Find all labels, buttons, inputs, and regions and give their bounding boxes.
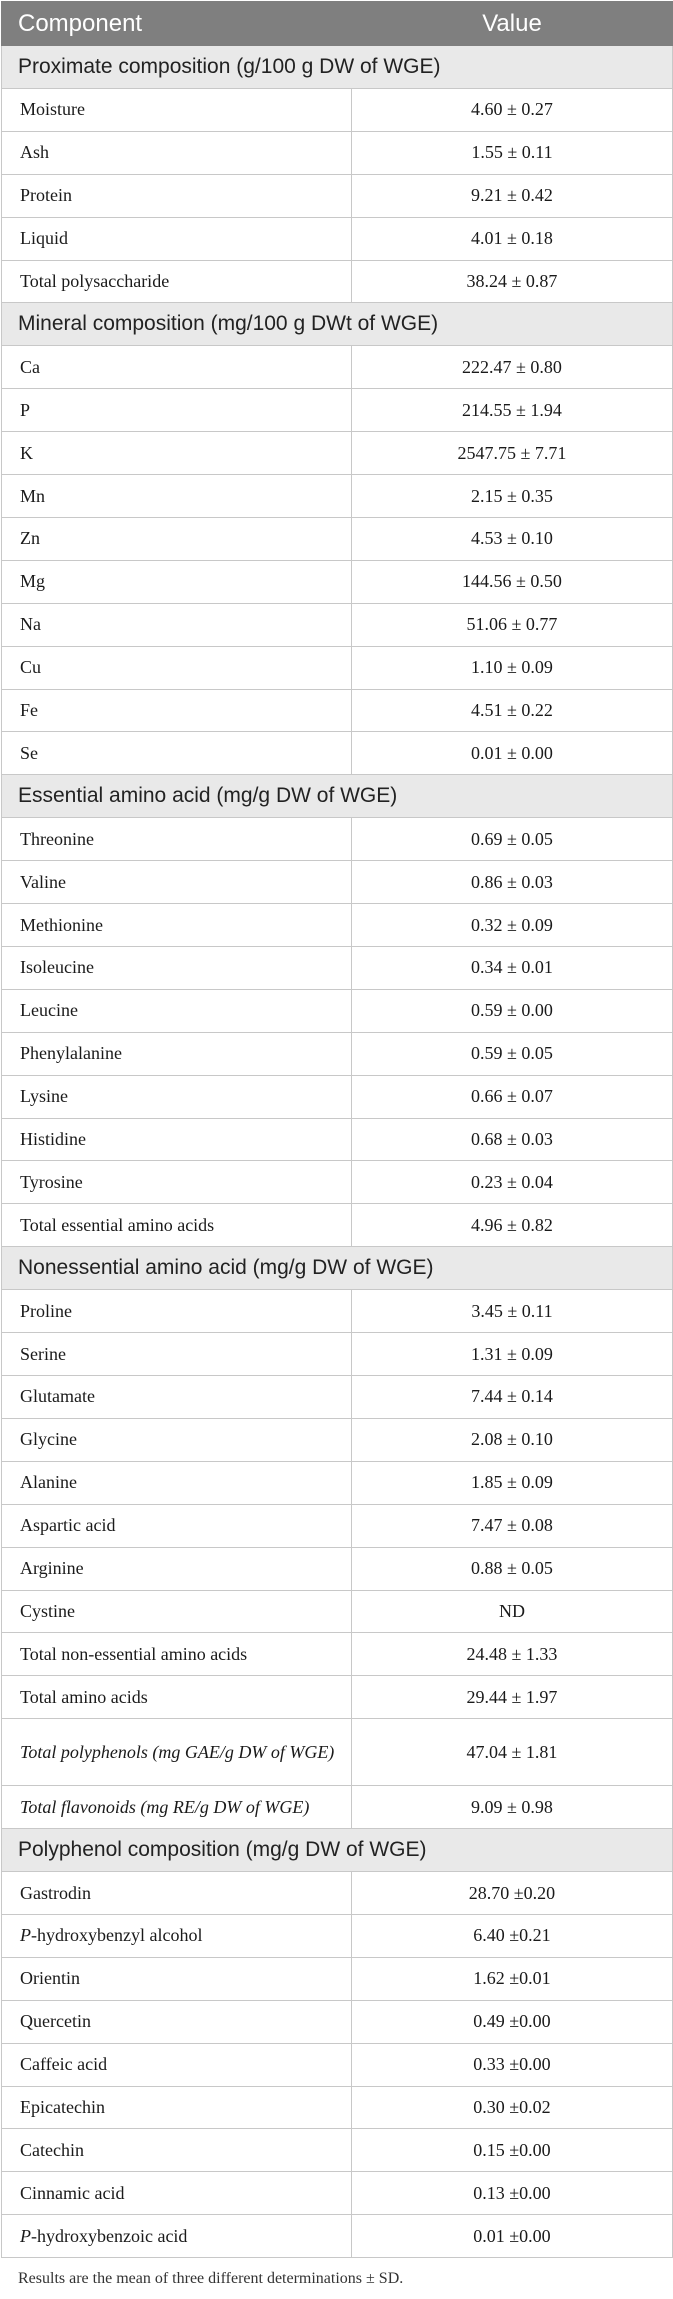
component-cell: Alanine: [2, 1461, 352, 1504]
value-cell: 24.48 ± 1.33: [352, 1633, 673, 1676]
component-cell: Liquid: [2, 217, 352, 260]
component-cell: Cystine: [2, 1590, 352, 1633]
value-cell: 6.40 ±0.21: [352, 1914, 673, 1957]
table-row: [2, 2000, 673, 2043]
component-name: Total flavonoids (mg RE/g DW of WGE): [20, 1796, 310, 1817]
value-cell: 0.15 ±0.00: [352, 2129, 673, 2172]
component-name: -hydroxybenzoic acid: [31, 2225, 188, 2246]
value-cell: 2.15 ± 0.35: [352, 475, 673, 518]
component-cell: Fe: [2, 689, 352, 732]
value-cell: 0.69 ± 0.05: [352, 818, 673, 861]
table-row: [2, 131, 673, 174]
section-header-row: [2, 1829, 673, 1872]
table-row: [2, 732, 673, 775]
value-cell: 51.06 ± 0.77: [352, 603, 673, 646]
component-cell: Zn: [2, 518, 352, 561]
component-cell: Total non-essential amino acids: [2, 1633, 352, 1676]
value-cell: 0.23 ± 0.04: [352, 1161, 673, 1204]
value-cell: 4.96 ± 0.82: [352, 1204, 673, 1247]
table-row: [2, 1161, 673, 1204]
component-cell: Protein: [2, 174, 352, 217]
table-row: [2, 1719, 673, 1786]
table-row: [2, 346, 673, 389]
component-name: Total polyphenols (mg GAE/g DW of WGE): [20, 1741, 335, 1762]
table-row: [2, 1376, 673, 1419]
component-column-header: Component: [2, 2, 352, 46]
composition-table: [1, 1, 673, 2258]
table-row: [2, 260, 673, 303]
table-row: [2, 1333, 673, 1376]
component-cell: Arginine: [2, 1547, 352, 1590]
value-cell: ND: [352, 1590, 673, 1633]
value-cell: 1.55 ± 0.11: [352, 131, 673, 174]
table-footnote: Results are the mean of three different determinations ± SD.: [18, 2270, 404, 2288]
value-cell: 0.01 ± 0.00: [352, 732, 673, 775]
table-row: [2, 818, 673, 861]
component-cell: Tyrosine: [2, 1161, 352, 1204]
component-cell: Histidine: [2, 1118, 352, 1161]
value-cell: 1.62 ±0.01: [352, 1957, 673, 2000]
component-cell: Total essential amino acids: [2, 1204, 352, 1247]
value-cell: 2547.75 ± 7.71: [352, 432, 673, 475]
component-prefix: P: [20, 2225, 31, 2246]
component-cell: Gastrodin: [2, 1872, 352, 1915]
table-row: [2, 1032, 673, 1075]
component-cell: Catechin: [2, 2129, 352, 2172]
value-cell: 0.30 ±0.02: [352, 2086, 673, 2129]
value-cell: 0.01 ±0.00: [352, 2215, 673, 2258]
table-row: [2, 2172, 673, 2215]
table-row: [2, 217, 673, 260]
value-cell: 0.59 ± 0.00: [352, 989, 673, 1032]
value-cell: 47.04 ± 1.81: [352, 1719, 673, 1786]
component-cell: K: [2, 432, 352, 475]
value-cell: 1.85 ± 0.09: [352, 1461, 673, 1504]
value-cell: 29.44 ± 1.97: [352, 1676, 673, 1719]
component-cell: Total polysaccharide: [2, 260, 352, 303]
component-cell: Aspartic acid: [2, 1504, 352, 1547]
section-title: Nonessential amino acid (mg/g DW of WGE): [2, 1247, 673, 1290]
component-cell: Cu: [2, 646, 352, 689]
section-title: Polyphenol composition (mg/g DW of WGE): [2, 1829, 673, 1872]
value-cell: 2.08 ± 0.10: [352, 1418, 673, 1461]
table-row: [2, 861, 673, 904]
table-row: [2, 2043, 673, 2086]
section-header-row: [2, 775, 673, 818]
value-cell: 0.88 ± 0.05: [352, 1547, 673, 1590]
component-cell: Cinnamic acid: [2, 2172, 352, 2215]
value-cell: 3.45 ± 0.11: [352, 1290, 673, 1333]
value-cell: 0.13 ±0.00: [352, 2172, 673, 2215]
section-header-row: [2, 46, 673, 89]
table-row: [2, 1676, 673, 1719]
table-row: [2, 904, 673, 947]
component-cell: Epicatechin: [2, 2086, 352, 2129]
value-cell: 1.10 ± 0.09: [352, 646, 673, 689]
component-cell: Mn: [2, 475, 352, 518]
table-header-row: [2, 2, 673, 46]
component-cell: Quercetin: [2, 2000, 352, 2043]
component-name: -hydroxybenzyl alcohol: [31, 1925, 203, 1946]
table-row: [2, 2086, 673, 2129]
component-cell: Caffeic acid: [2, 2043, 352, 2086]
value-cell: 144.56 ± 0.50: [352, 560, 673, 603]
table-row: [2, 2215, 673, 2258]
table-row: [2, 1290, 673, 1333]
table-row: [2, 1204, 673, 1247]
table-row: [2, 174, 673, 217]
table-row: [2, 432, 673, 475]
component-cell: Se: [2, 732, 352, 775]
table-row: [2, 603, 673, 646]
component-cell: Na: [2, 603, 352, 646]
value-cell: 4.51 ± 0.22: [352, 689, 673, 732]
table-row: [2, 2129, 673, 2172]
section-header-row: [2, 303, 673, 346]
value-cell: 0.49 ±0.00: [352, 2000, 673, 2043]
table-body: [2, 46, 673, 2258]
component-cell: Isoleucine: [2, 947, 352, 990]
table-row: [2, 1633, 673, 1676]
value-cell: 0.34 ± 0.01: [352, 947, 673, 990]
value-cell: 4.60 ± 0.27: [352, 89, 673, 132]
value-cell: 28.70 ±0.20: [352, 1872, 673, 1915]
table-row: [2, 475, 673, 518]
component-cell: [2, 1786, 352, 1829]
component-cell: Ash: [2, 131, 352, 174]
value-cell: 9.09 ± 0.98: [352, 1786, 673, 1829]
component-cell: Total amino acids: [2, 1676, 352, 1719]
table-row: [2, 1118, 673, 1161]
table-row: [2, 1786, 673, 1829]
value-cell: 1.31 ± 0.09: [352, 1333, 673, 1376]
component-cell: [2, 1914, 352, 1957]
component-prefix: P: [20, 1925, 31, 1946]
component-cell: Methionine: [2, 904, 352, 947]
table-row: [2, 1872, 673, 1915]
value-cell: 38.24 ± 0.87: [352, 260, 673, 303]
section-title: Mineral composition (mg/100 g DWt of WGE): [2, 303, 673, 346]
table-row: [2, 1547, 673, 1590]
table-row: [2, 1590, 673, 1633]
table-row: [2, 1914, 673, 1957]
value-cell: 222.47 ± 0.80: [352, 346, 673, 389]
section-title: Proximate composition (g/100 g DW of WGE): [2, 46, 673, 89]
table-row: [2, 989, 673, 1032]
value-cell: 0.59 ± 0.05: [352, 1032, 673, 1075]
component-cell: Orientin: [2, 1957, 352, 2000]
table-row: [2, 389, 673, 432]
table-row: [2, 689, 673, 732]
table-row: [2, 560, 673, 603]
component-cell: Proline: [2, 1290, 352, 1333]
component-cell: Ca: [2, 346, 352, 389]
component-cell: Mg: [2, 560, 352, 603]
table-row: [2, 1957, 673, 2000]
table-row: [2, 1075, 673, 1118]
value-cell: 4.53 ± 0.10: [352, 518, 673, 561]
component-cell: Phenylalanine: [2, 1032, 352, 1075]
value-cell: 214.55 ± 1.94: [352, 389, 673, 432]
composition-table-container: [1, 1, 672, 2288]
value-cell: 0.86 ± 0.03: [352, 861, 673, 904]
component-cell: Threonine: [2, 818, 352, 861]
value-cell: 7.47 ± 0.08: [352, 1504, 673, 1547]
component-cell: [2, 2215, 352, 2258]
value-cell: 0.33 ±0.00: [352, 2043, 673, 2086]
value-cell: 0.66 ± 0.07: [352, 1075, 673, 1118]
component-cell: Serine: [2, 1333, 352, 1376]
value-cell: 0.68 ± 0.03: [352, 1118, 673, 1161]
component-cell: Moisture: [2, 89, 352, 132]
value-cell: 4.01 ± 0.18: [352, 217, 673, 260]
section-header-row: [2, 1247, 673, 1290]
table-row: [2, 89, 673, 132]
value-cell: 7.44 ± 0.14: [352, 1376, 673, 1419]
table-row: [2, 1461, 673, 1504]
table-row: [2, 947, 673, 990]
table-row: [2, 1418, 673, 1461]
value-column-header: Value: [352, 2, 673, 46]
component-cell: Glycine: [2, 1418, 352, 1461]
table-row: [2, 518, 673, 561]
component-cell: Lysine: [2, 1075, 352, 1118]
value-cell: 0.32 ± 0.09: [352, 904, 673, 947]
value-cell: 9.21 ± 0.42: [352, 174, 673, 217]
section-title: Essential amino acid (mg/g DW of WGE): [2, 775, 673, 818]
component-cell: Leucine: [2, 989, 352, 1032]
table-row: [2, 1504, 673, 1547]
component-cell: Glutamate: [2, 1376, 352, 1419]
component-cell: [2, 1719, 352, 1786]
component-cell: Valine: [2, 861, 352, 904]
table-row: [2, 646, 673, 689]
component-cell: P: [2, 389, 352, 432]
